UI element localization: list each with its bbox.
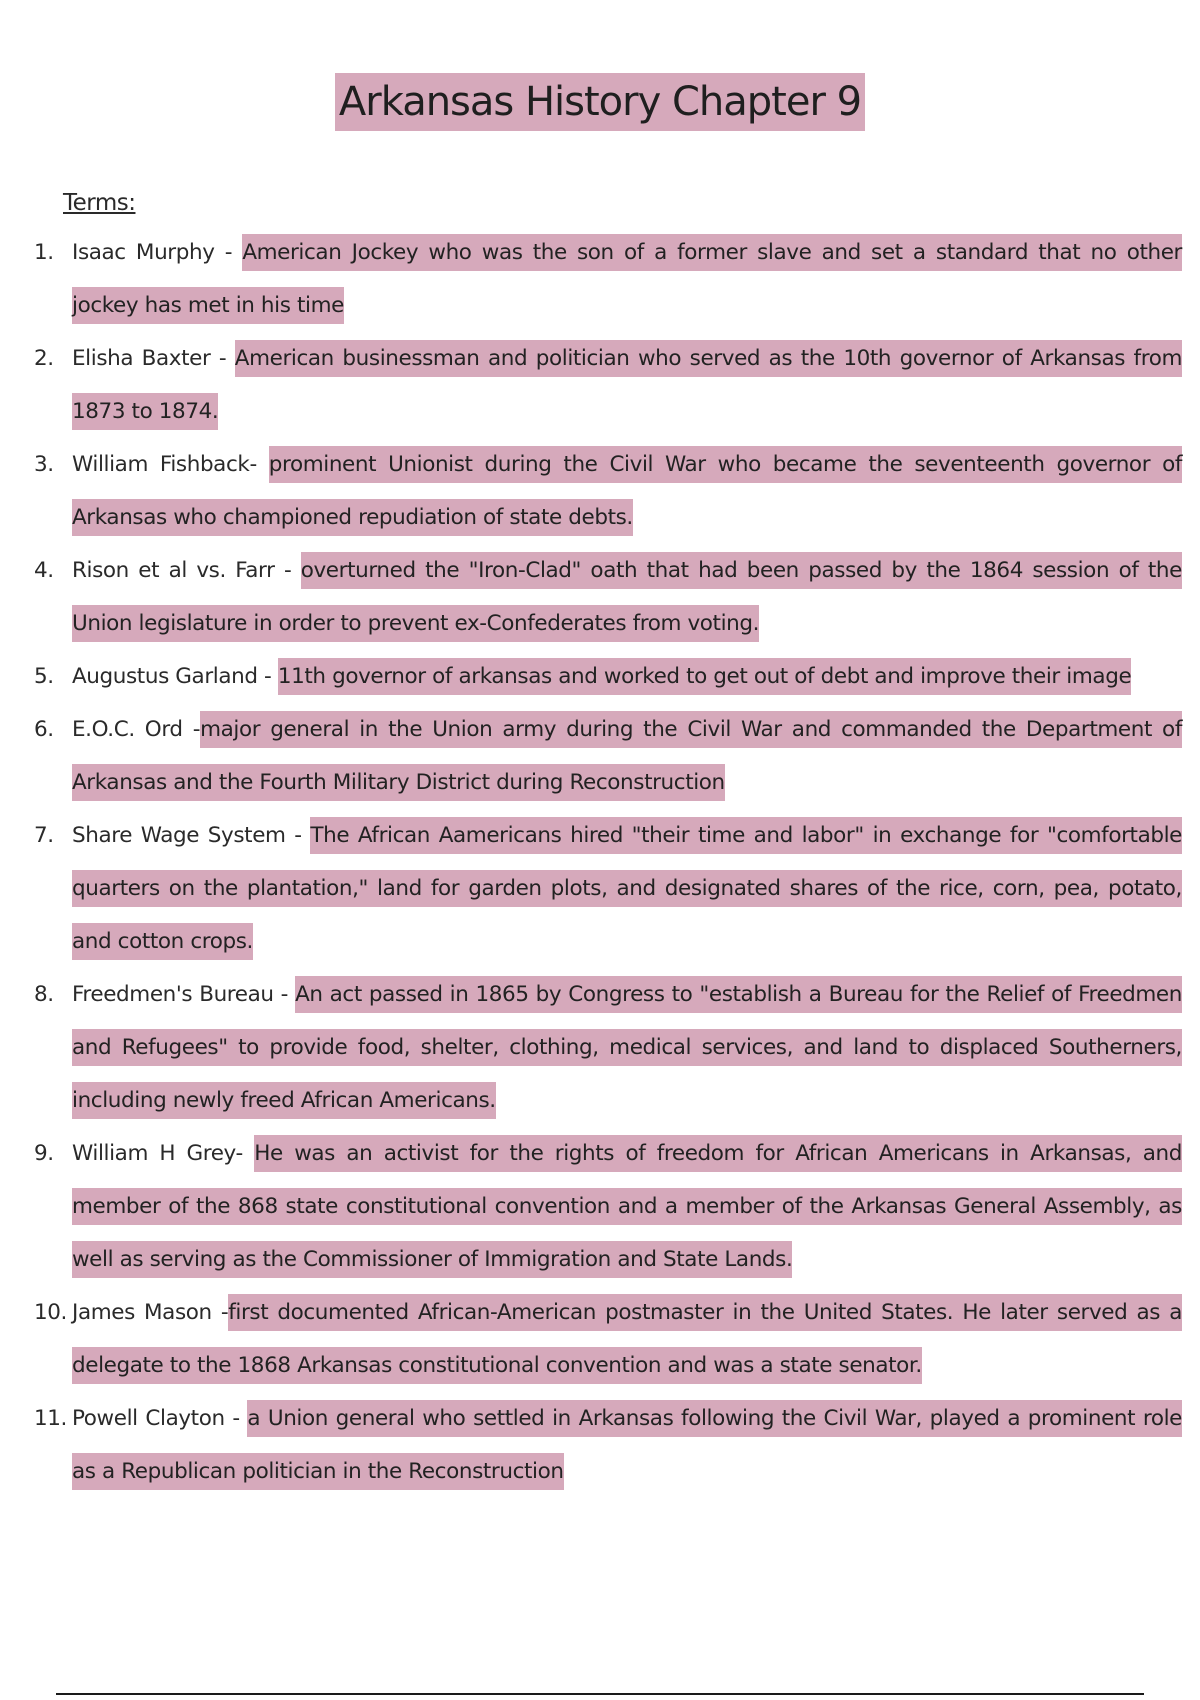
term-name: Powell Clayton xyxy=(72,1406,225,1431)
term-separator: - xyxy=(249,452,269,477)
term-definition: overturned the "Iron-Clad" oath that had been passed by the 1864 session of the Union legislature in order to prevent ex-Confederates from voting. xyxy=(72,552,1182,642)
term-name: Rison et al vs. Farr xyxy=(72,558,275,583)
term-definition: major general in the Union army during the Civil War and commanded the Department of Arkansas and the Fourth Military District during Reconstruction xyxy=(72,711,1182,801)
term-separator: - xyxy=(224,1406,248,1431)
term-item xyxy=(0,544,1200,650)
terms-label: Terms: xyxy=(63,190,136,216)
term-item xyxy=(0,809,1200,968)
term-definition: a Union general who settled in Arkansas following the Civil War, played a prominent role as a Republican politician in the Reconstruction xyxy=(72,1400,1182,1490)
term-separator: - xyxy=(285,823,311,848)
term-name: Isaac Murphy xyxy=(72,240,215,265)
term-number: 9. xyxy=(34,1141,54,1166)
term-item xyxy=(0,438,1200,544)
term-item xyxy=(0,1286,1200,1392)
term-definition: 11th governor of arkansas and worked to get out of debt and improve their image xyxy=(278,658,1131,695)
term-number: 2. xyxy=(34,346,54,371)
term-number: 3. xyxy=(34,452,54,477)
term-item xyxy=(0,1127,1200,1286)
term-item xyxy=(0,226,1200,332)
term-number: 6. xyxy=(34,717,54,742)
term-separator: - xyxy=(210,346,235,371)
term-definition: first documented African-American postmaster in the United States. He later served as a delegate to the 1868 Arkansas constitutional convention and was a state senator. xyxy=(72,1294,1182,1384)
term-definition: He was an activist for the rights of freedom for African Americans in Arkansas, and member of the 868 state constitutional convention and a member of the Arkansas General Assembly, as well as serving as the Commissioner of Immigration and State Lands. xyxy=(72,1135,1182,1278)
term-name: Share Wage System xyxy=(72,823,286,848)
term-definition: American Jockey who was the son of a former slave and set a standard that no other jockey has met in his time xyxy=(72,234,1182,324)
term-item xyxy=(0,968,1200,1127)
term-definition: prominent Unionist during the Civil War who became the seventeenth governor of Arkansas who championed repudiation of state debts. xyxy=(72,446,1182,536)
term-number: 7. xyxy=(34,823,54,848)
term-definition: An act passed in 1865 by Congress to "establish a Bureau for the Relief of Freedmen and Refugees" to provide food, shelter, clothing, medical services, and land to displaced Southerners, including newly freed African Americans. xyxy=(72,976,1182,1119)
term-number: 4. xyxy=(34,558,54,583)
term-number: 1. xyxy=(34,240,54,265)
term-definition: American businessman and politician who served as the 10th governor of Arkansas from 1873 to 1874. xyxy=(72,340,1182,430)
term-list xyxy=(0,226,1200,1498)
term-separator: - xyxy=(211,1300,229,1325)
term-definition: The African Aamericans hired "their time and labor" in exchange for "comfortable quarters on the plantation," land for garden plots, and designated shares of the rice, corn, pea, potato, and cotton crops. xyxy=(72,817,1182,960)
term-separator: - xyxy=(235,1141,255,1166)
term-separator: - xyxy=(214,240,243,265)
term-name: Freedmen's Bureau xyxy=(72,982,274,1007)
term-item xyxy=(0,703,1200,809)
term-name: William H Grey xyxy=(72,1141,236,1166)
term-separator: - xyxy=(257,664,278,689)
term-name: Augustus Garland xyxy=(72,664,258,689)
page-title: Arkansas History Chapter 9 xyxy=(335,73,865,131)
term-separator: - xyxy=(274,558,301,583)
term-separator: - xyxy=(182,717,201,742)
term-item xyxy=(0,332,1200,438)
title-wrap xyxy=(0,73,1200,131)
term-name: James Mason xyxy=(72,1300,212,1325)
term-separator: - xyxy=(273,982,296,1007)
term-name: Elisha Baxter xyxy=(72,346,211,371)
term-item xyxy=(0,1392,1200,1498)
term-number: 11. xyxy=(34,1406,67,1431)
bottom-divider xyxy=(56,1693,1144,1695)
term-number: 5. xyxy=(34,664,54,689)
term-name: E.O.C. Ord xyxy=(72,717,183,742)
term-item xyxy=(0,650,1200,703)
term-number: 10. xyxy=(34,1300,67,1325)
term-name: William Fishback xyxy=(72,452,250,477)
term-number: 8. xyxy=(34,982,54,1007)
